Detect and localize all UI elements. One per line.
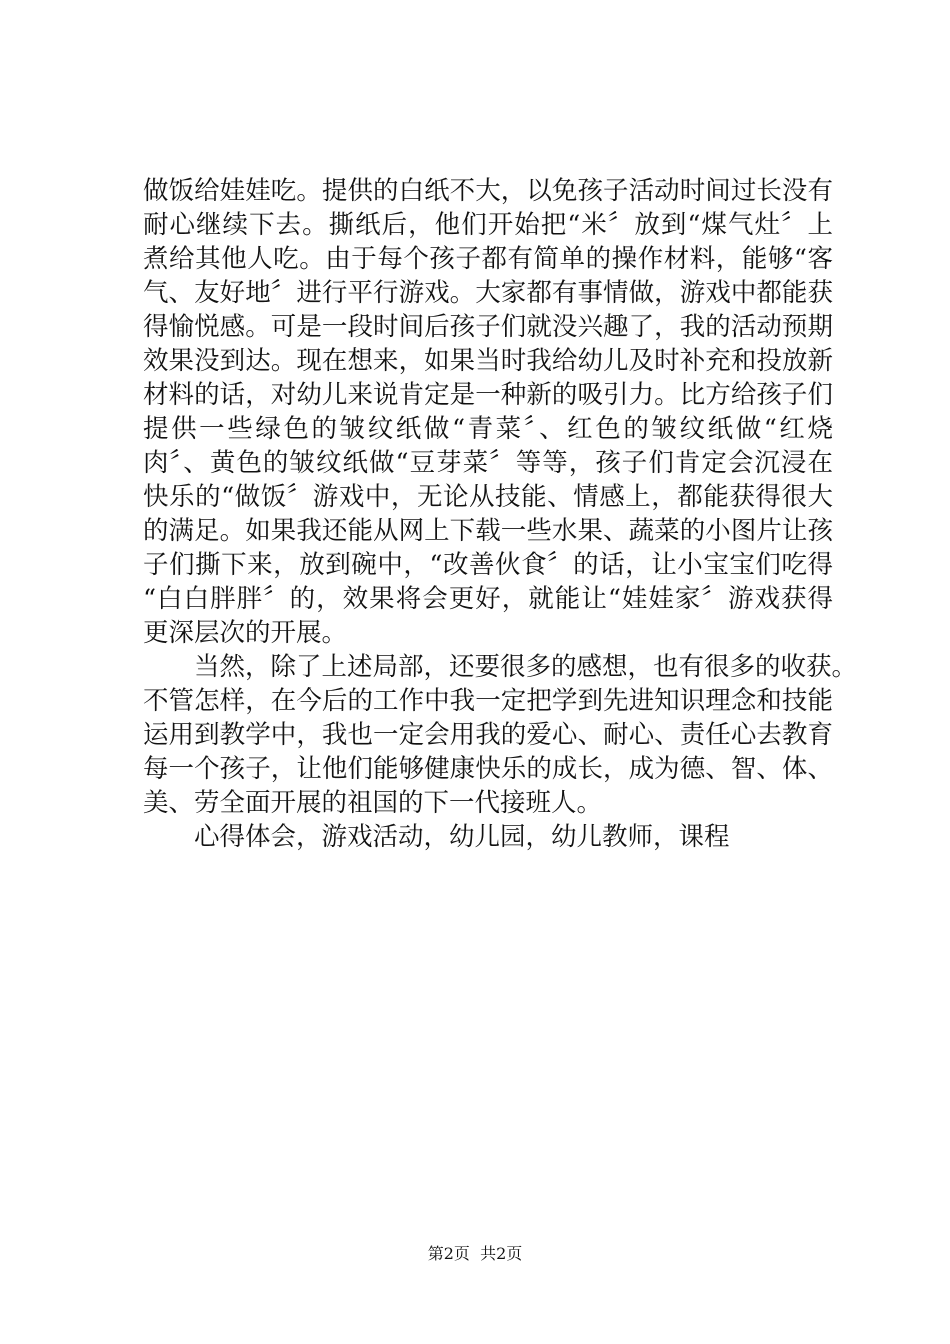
text-line: 当然，除了上述局部，还要很多的感想，也有很多的收获。 — [143, 652, 858, 682]
body-text — [143, 174, 858, 854]
text-line: 每一个孩子，让他们能够健康快乐的成长，成为德、智、体、 — [143, 754, 833, 784]
text-line: 煮给其他人吃。由于每个孩子都有简单的操作材料，能够“客 — [143, 244, 833, 274]
text-line: “白白胖胖〞的，效果将会更好，就能让“娃娃家〞游戏获得 — [143, 584, 833, 614]
text-line: 提供一些绿色的皱纹纸做“青菜〞、红色的皱纹纸做“红烧 — [143, 414, 833, 444]
text-line: 肉〞、黄色的皱纹纸做“豆芽菜〞等等，孩子们肯定会沉浸在 — [143, 448, 833, 478]
text-line: 子们撕下来，放到碗中，“改善伙食〞的话，让小宝宝们吃得 — [143, 550, 833, 580]
text-line: 运用到教学中，我也一定会用我的爱心、耐心、责任心去教育 — [143, 720, 833, 750]
text-line: 快乐的“做饭〞游戏中，无论从技能、情感上，都能获得很大 — [143, 482, 833, 512]
text-line: 得愉悦感。可是一段时间后孩子们就没兴趣了，我的活动预期 — [143, 312, 833, 342]
text-line: 不管怎样，在今后的工作中我一定把学到先进知识理念和技能 — [143, 686, 833, 716]
text-line: 美、劳全面开展的祖国的下一代接班人。 — [143, 788, 603, 818]
page-footer — [0, 1243, 950, 1265]
text-line: 气、友好地〞进行平行游戏。大家都有事情做，游戏中都能获 — [143, 278, 833, 308]
page-number: 第2页 共2页 — [427, 1244, 523, 1263]
keywords-line: 心得体会，游戏活动，幼儿园，幼儿教师，课程 — [143, 822, 730, 852]
text-line: 效果没到达。现在想来，如果当时我给幼儿及时补充和投放新 — [143, 346, 833, 376]
text-line: 材料的话，对幼儿来说肯定是一种新的吸引力。比方给孩子们 — [143, 380, 833, 410]
text-line: 耐心继续下去。撕纸后，他们开始把“米〞放到“煤气灶〞上 — [143, 210, 833, 240]
text-line: 更深层次的开展。 — [143, 618, 348, 648]
text-line: 做饭给娃娃吃。提供的白纸不大，以免孩子活动时间过长没有 — [143, 176, 833, 206]
text-line: 的满足。如果我还能从网上下载一些水果、蔬菜的小图片让孩 — [143, 516, 833, 546]
